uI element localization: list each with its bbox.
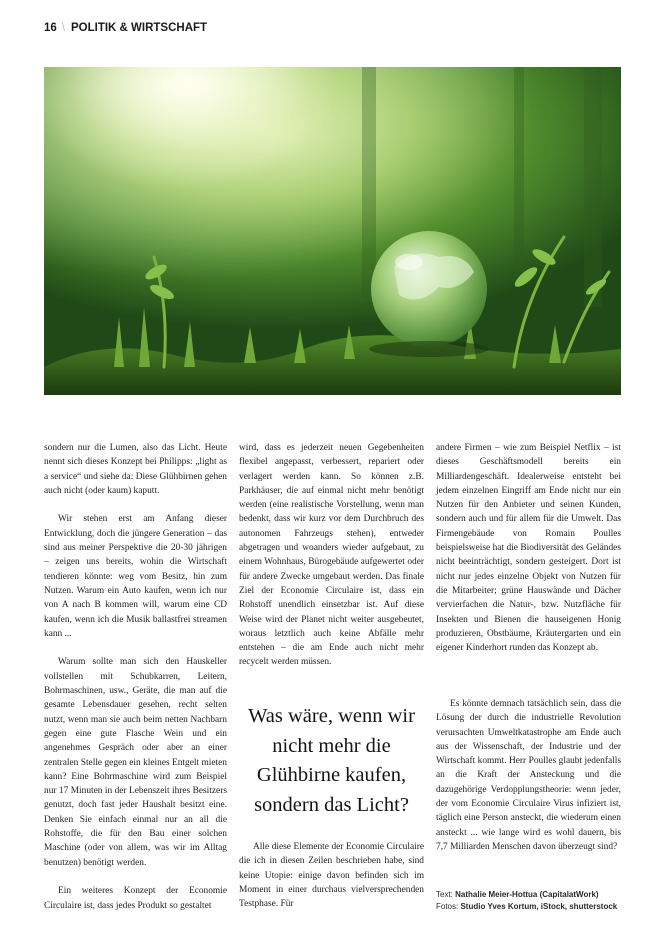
- text-column-3: [436, 441, 621, 655]
- header-separator: \: [61, 22, 65, 34]
- section-title: POLITIK & WIRTSCHAFT: [71, 22, 208, 34]
- text-column-2-bottom: [239, 840, 424, 911]
- pull-quote: Was wäre, wenn wir nicht mehr die Glühbirne kaufen, sondern das Licht?: [248, 705, 415, 816]
- text-credit: [436, 889, 636, 901]
- page-header: [44, 20, 207, 36]
- photo-credit: [436, 901, 636, 913]
- text-column-3-bottom: [436, 697, 621, 854]
- hero-image: [44, 67, 621, 395]
- paragraph: sondern nur die Lumen, also das Licht. Heute nennt sich dieses Konzept bei Philipps: „light as a service“ und siehe da: Diese Glühbirnen gehen auch nicht (oder kaum) kaputt.: [44, 443, 227, 496]
- paragraph: Warum sollte man sich den Hauskeller vollstellen mit Schubkarren, Leitern, Bohrmaschinen, usw., Geräte, die man auf die gesamte Lebensdauer gesehen, recht selten nutzt, wenn man sie auch beim netten Nachbarn gegen eine gute Flasche Wein und ein angenehmes Gespräch oder aber an einer zentralen Stelle gegen ein kleines Entgelt mieten kann? Eine Bohrmaschine wird zum Beispiel nur 17 Minuten in der Lebenszeit ihres Besitzers genutzt, doch fast jeder Haushalt besitzt eine. Denken Sie einfach einmal nur an all die Rohstoffe, die für den Bau einer solchen Maschine (oder von allem, was wir im Alltag benutzen) benötigt werden.: [44, 657, 227, 868]
- photo-credit-label: Fotos:: [436, 902, 459, 911]
- paragraph: Wir stehen erst am Anfang dieser Entwicklung, doch die jüngere Generation – das sind aus meiner Perspektive die 20-30 jährigen – zeigen uns bereits, wohin die Wirtschaft tendieren könnte: weg vom Besitz, hin zum Nutzen. Warum ein Auto kaufen, wenn ich nur von A nach B kommen will, warum eine CD kaufen, wenn ich die Musik ballastfrei streamen kann ...: [44, 514, 227, 639]
- paragraph: wird, dass es jederzeit neuen Gegebenheiten flexibel angepasst, verbessert, repariert oder verlagert werden kann. So können z.B. Parkhäuser, die auf einmal nicht mehr benötigt werden (eine realistische Vorstellung, wenn man bedenkt, dass wir kurz vor dem Durchbruch des autonomen Fahrzeugs stehen), entweder abgetragen und woanders wieder aufgebaut, zu einem Wohnhaus, Bürogebäude aufgewertet oder für andere Zwecke umgebaut werden. Das finale Ziel der Economie Circulaire ist, dass ein Rohstoff unendlich einsetzbar ist. Auf diese Weise wird der Planet nicht weiter ausgebeutet, woraus letztlich auch keine Abfälle mehr entstehen – die am Ende auch nicht mehr recycelt werden müssen.: [239, 443, 424, 668]
- text-credit-value: Nathalie Meier-Hottua (CapitalatWork): [455, 890, 599, 899]
- page-number: 16: [44, 22, 57, 34]
- credits: [436, 889, 636, 913]
- forest-globe-illustration: [44, 67, 621, 395]
- paragraph: andere Firmen – wie zum Beispiel Netflix – ist dieses Geschäftsmodell bereits ein Milliardengeschäft. Idealerweise entsteht bei jedem einzelnen Eingriff am Ende nicht nur ein Nutzen für den Anbieter und seinen Kunden, sondern auch und für allem für die Umwelt. Das Firmengebäude von Romain Poulles beispielsweise hat die Biodiversität des Geländes nicht beeinträchtigt, sondern gesteigert. Dort ist nicht nur jedes einzelne Objekt von Nutzen für die Mitarbeiter; grüne Hauswände und Dächer vervierfachen die Natur-, bzw. Nutzfläche für Insekten und Bienen die hauseigenen Honig produzieren, Obstbäume, Kräutergarten und ein eigener Kinderhort runden das Konzept ab.: [436, 443, 621, 654]
- paragraph: Alle diese Elemente der Economie Circulaire die ich in diesen Zeilen beschrieben habe, sind keine Utopie: einige davon befinden sich im Moment in einer durchaus vielversprechenden Testphase. Für: [239, 842, 424, 910]
- photo-credit-value: Studio Yves Kortum, iStock, shutterstock: [460, 902, 618, 911]
- paragraph: Ein weiteres Konzept der Economie Circulaire ist, dass jedes Produkt so gestaltet: [44, 886, 227, 911]
- paragraph: Es könnte demnach tatsächlich sein, dass die Lösung der durch die industrielle Revolution verursachten Umweltkatastrophe am Ende auch aus der Wissenschaft, der Industrie und der Wirtschaft kommt. Herr Poulles glaubt jedenfalls an die Kraft der Ansteckung und die dazugehörige Verdopplungstheorie: wenn jeder, der vom Economie Circulaire Virus infiziert ist, täglich eine Person ansteckt, die wiederum einen ansteckt ... wie lange wird es wohl dauern, bis 7,7 Milliarden Menschen davon überzeugt sind?: [436, 699, 621, 852]
- text-column-1: [44, 441, 227, 913]
- text-credit-label: Text:: [436, 890, 453, 899]
- text-column-2: [239, 441, 424, 670]
